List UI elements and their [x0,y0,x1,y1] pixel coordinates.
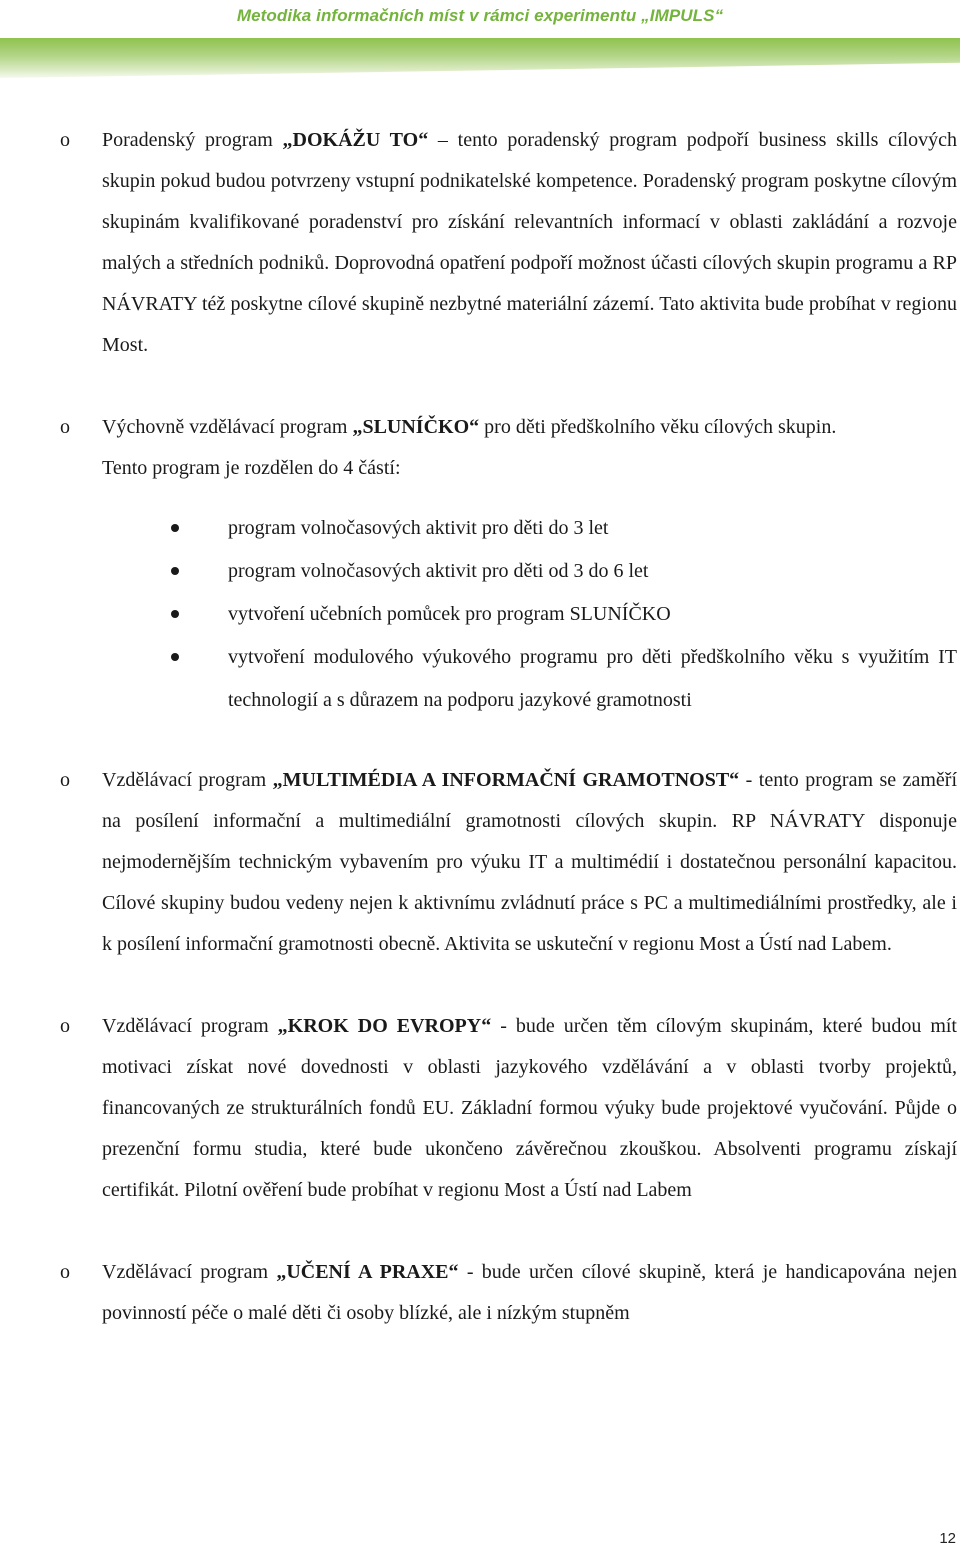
subline: Tento program je rozdělen do 4 částí: [102,457,401,479]
item-lead: Výchovně vzdělávací program [102,416,353,438]
program-name: „UČENÍ A PRAXE“ [276,1261,459,1283]
item-text: - bude určen cílové skupině, která je handicapována nejen povinností péče o malé děti či osoby blízké, ale i nízkým stupněm [102,1261,958,1324]
program-name: „KROK DO EVROPY“ [277,1015,492,1037]
bullet-text: vytvoření učebních pomůcek pro program SLUNÍČKO [228,603,671,625]
paragraph [102,120,957,366]
bullet-text: program volnočasových aktivit pro děti od 3 do 6 let [228,560,649,582]
bullet-icon [171,610,179,618]
list-item-krok-do-evropy [0,1006,960,1211]
program-name: „MULTIMÉDIA A INFORMAČNÍ GRAMOTNOST“ [272,769,740,791]
list-marker: o [60,769,70,791]
item-lead: Poradenský program [102,129,283,151]
list-marker: o [60,1261,70,1283]
program-name: „SLUNÍČKO“ [352,416,480,438]
list-marker: o [60,416,70,438]
list-item-dokazu-to [0,120,960,366]
item-text: – tento poradenský program podpoří business skills cílových skupin pokud budou potvrzeny vstupní podnikatelské kompetence. Poradenský program poskytne cílovým skupinám kvalifikované poradenství pro získání relevantních informací v oblasti zakládání a rozvoje malých a středních podniků. Doprovodná opatření podpoří možnost účasti cílových skupin programu a RP NÁVRATY též poskytne cílové skupině nezbytné materiální zázemí. Tato aktivita bude probíhat v regionu Most. [102,129,957,356]
bullet-icon [171,567,179,575]
bullet-text: vytvoření modulového výukového programu pro děti předškolního věku s využitím IT technologií a s důrazem na podporu jazykové gramotnosti [228,646,957,711]
list-item-uceni-a-praxe [0,1252,960,1334]
item-text: - bude určen těm cílovým skupinám, které budou mít motivaci získat nové dovednosti v oblasti jazykového vzdělávání a v oblasti tvorby projektů, financovaných ze strukturálních fondů EU. Základní formou výuky bude projektové vyučování. Půjde o prezenční formu studia, které bude ukončeno závěrečnou zkouškou. Absolventi programu získají certifikát. Pilotní ověření bude probíhat v regionu Most a Ústí nad Labem [102,1015,957,1201]
list-item-multimedia [0,760,960,965]
item-text: pro děti předškolního věku cílových skupin. [479,416,837,438]
list-marker: o [60,1015,70,1037]
page-header [0,0,960,80]
item-lead: Vzdělávací program [102,769,273,791]
bullet-icon [171,653,179,661]
bullet-item [228,550,957,593]
document-body [0,120,960,1334]
page-number: 12 [939,1530,956,1547]
paragraph [102,760,957,965]
header-title: Metodika informačních míst v rámci experimentu „IMPULS“ [236,6,724,25]
item-lead: Vzdělávací program [102,1261,277,1283]
bullet-item [228,593,957,636]
bullet-text: program volnočasových aktivit pro děti do 3 let [228,517,609,539]
bullet-item [228,636,957,722]
paragraph [102,1006,957,1211]
bullet-list [0,507,960,722]
paragraph [102,1252,957,1334]
program-name: „DOKÁŽU TO“ [282,129,429,151]
item-text: - tento program se zaměří na posílení informační a multimediální gramotnosti cílových skupin. RP NÁVRATY disponuje nejmodernějším technickým vybavením pro výuku IT a multimédií i dostatečnou personální kapacitou. Cílové skupiny budou vedeny nejen k aktivnímu zvládnutí práce s PC a multimediálními prostředky, ale i k posílení informační gramotnosti obecně. Aktivita se uskuteční v regionu Most a Ústí nad Labem. [102,769,958,955]
header-decorative-band [0,38,960,78]
paragraph [102,407,957,448]
list-item-slunicko [0,407,960,722]
list-marker: o [60,129,70,151]
item-lead: Vzdělávací program [102,1015,278,1037]
bullet-item [228,507,957,550]
bullet-icon [171,524,179,532]
